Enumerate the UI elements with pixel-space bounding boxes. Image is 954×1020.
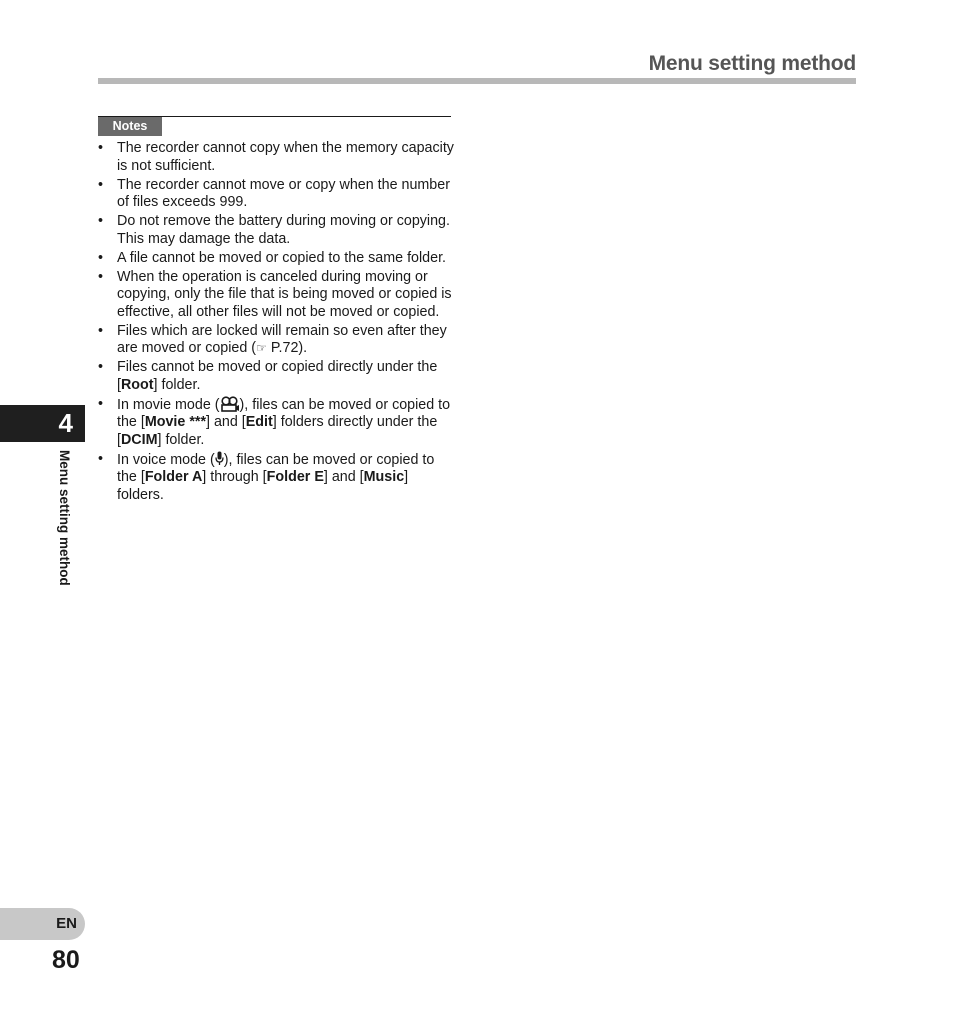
notes-label: Notes <box>98 117 162 136</box>
bullet: • <box>98 140 104 156</box>
note-text: ] and [ <box>323 469 364 485</box>
list-item <box>98 323 458 358</box>
note-text: When the operation is canceled during moving or copying, only the file that is being moved or copied is effective, all other files will not be moved or copied. <box>117 268 452 320</box>
note-text: ] folder. <box>153 376 201 393</box>
folder-name: Root <box>120 376 154 393</box>
list-item <box>98 269 458 322</box>
pointing-hand-icon: ☞ <box>256 341 267 355</box>
note-text: The recorder cannot copy when the memory capacity is not sufficient. <box>117 140 454 174</box>
bullet: • <box>98 249 104 266</box>
language-tab <box>0 908 85 940</box>
microphone-icon <box>215 451 224 466</box>
note-text: ] folders directly under the [ <box>117 414 438 448</box>
note-text: Files cannot be moved or copied directly under the [ <box>117 359 438 393</box>
note-text: In voice mode ( <box>117 451 215 468</box>
list-item <box>98 177 458 212</box>
note-text: ), files can be moved or copied to the [ <box>117 451 435 485</box>
page-reference: P.72 <box>270 340 299 356</box>
folder-name: DCIM <box>120 431 158 448</box>
language-label: EN <box>56 915 77 932</box>
page-number: 80 <box>52 946 80 974</box>
list-item <box>98 451 458 505</box>
note-text: ] and [ <box>206 414 246 430</box>
note-text: ), files can be moved or copied to the [ <box>117 396 451 430</box>
section-side-label: Menu setting method <box>57 450 72 586</box>
notes-list <box>98 140 458 506</box>
header-rule <box>98 78 856 84</box>
note-text: ] folders. <box>117 469 409 503</box>
bullet: • <box>98 268 104 285</box>
note-text: ). <box>298 340 308 356</box>
list-item <box>98 140 458 175</box>
note-text: ] through [ <box>202 469 267 485</box>
folder-name: Folder E <box>266 469 324 485</box>
chapter-tab <box>0 405 85 442</box>
list-item <box>98 250 458 268</box>
bullet: • <box>98 322 104 339</box>
page-title: Menu setting method <box>648 52 856 75</box>
note-text: Files which are locked will remain so even after they are moved or copied ( <box>117 322 447 356</box>
note-text: ] folder. <box>157 431 205 448</box>
bullet: • <box>98 213 104 229</box>
movie-mode-icon <box>220 396 240 412</box>
folder-name: Music <box>363 469 405 485</box>
chapter-number: 4 <box>58 408 73 438</box>
folder-name: Folder A <box>144 469 203 485</box>
bullet: • <box>98 359 104 375</box>
note-text: A file cannot be moved or copied to the same folder. <box>117 249 447 266</box>
bullet: • <box>98 176 104 193</box>
folder-name: Edit <box>245 414 273 430</box>
folder-name: Movie *** <box>144 414 207 430</box>
list-item <box>98 396 458 450</box>
list-item <box>98 359 458 394</box>
bullet: • <box>98 395 104 412</box>
note-text: In movie mode ( <box>117 396 220 413</box>
list-item <box>98 213 458 248</box>
bullet: • <box>98 450 104 467</box>
note-text: The recorder cannot move or copy when the number of files exceeds 999. <box>117 176 450 210</box>
note-text: Do not remove the battery during moving or copying. This may damage the data. <box>117 213 450 247</box>
